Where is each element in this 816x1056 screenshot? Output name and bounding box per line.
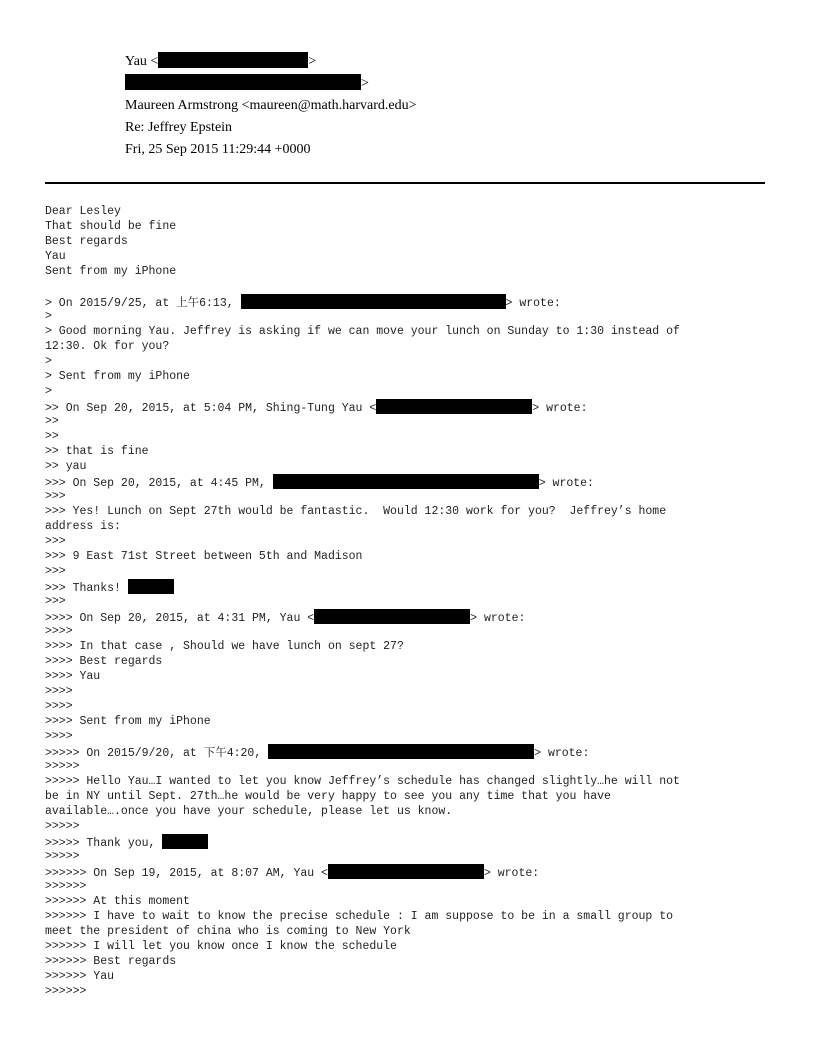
quote-line: >>>>>> Yau xyxy=(45,970,115,983)
quote-line: >>>>>> I have to wait to know the precise schedule : I am suppose to be in a small group to xyxy=(45,910,674,923)
quote-line: >>>> xyxy=(45,700,73,713)
quote-line: >>>> Sent from my iPhone xyxy=(45,715,211,728)
quote-line: >>>>> xyxy=(45,760,80,773)
body-line: That should be fine xyxy=(45,220,177,233)
quote-line: >>> Yes! Lunch on Sept 27th would be fantastic. Would 12:30 work for you? Jeffrey’s home xyxy=(45,505,667,518)
quote-line: >>> xyxy=(45,535,66,548)
quote-line: be in NY until Sept. 27th…he would be very happy to see you any time that you have xyxy=(45,790,611,803)
body-line: Yau xyxy=(45,250,66,263)
quote-line: > xyxy=(45,355,52,368)
quote-line: address is: xyxy=(45,520,121,533)
body-line: Sent from my iPhone xyxy=(45,265,177,278)
redaction-bar xyxy=(273,474,539,489)
blank-line xyxy=(45,279,775,294)
quote-line: >>>>>> On Sep 19, 2015, at 8:07 AM, Yau < > wrote: xyxy=(45,864,775,879)
quote-line: >> yau xyxy=(45,460,87,473)
body-line: Dear Lesley xyxy=(45,205,121,218)
quote-line: >>> xyxy=(45,490,66,503)
quote-line: >>> xyxy=(45,595,66,608)
quote-line: >> On Sep 20, 2015, at 5:04 PM, Shing-Tung Yau < > wrote: xyxy=(45,399,775,414)
quote-line: >>>> xyxy=(45,730,73,743)
quote-line: >> xyxy=(45,430,59,443)
email-body xyxy=(45,204,775,999)
to-value: > xyxy=(125,74,369,94)
quote-line: >>>>>> Best regards xyxy=(45,955,177,968)
redaction-bar xyxy=(241,294,506,309)
quote-line: >>>> In that case , Should we have lunch on sept 27? xyxy=(45,640,404,653)
quote-line: >>>> On Sep 20, 2015, at 4:31 PM, Yau < > wrote: xyxy=(45,609,775,624)
redaction-bar xyxy=(128,579,174,594)
body-line: Best regards xyxy=(45,235,128,248)
quote-line: >>>>>> xyxy=(45,880,87,893)
quote-line: >>> xyxy=(45,565,66,578)
quote-line: >>> 9 East 71st Street between 5th and Madison xyxy=(45,550,363,563)
quote-line: >>>>>> xyxy=(45,985,87,998)
quote-line: >>>>>> I will let you know once I know the schedule xyxy=(45,940,397,953)
quote-line: >>>>> xyxy=(45,820,80,833)
quote-line: >>>> Best regards xyxy=(45,655,163,668)
redaction-bar xyxy=(376,399,532,414)
quote-line: > xyxy=(45,310,52,323)
quote-line: meet the president of china who is coming to New York xyxy=(45,925,411,938)
redaction-bar xyxy=(328,864,484,879)
quote-line: > On 2015/9/25, at 上午6:13, > wrote: xyxy=(45,294,775,309)
quote-line: >> xyxy=(45,415,59,428)
redaction-bar xyxy=(162,834,208,849)
redaction-bar xyxy=(125,74,361,90)
quote-line: > xyxy=(45,385,52,398)
cc-value: Maureen Armstrong <maureen@math.harvard.edu> xyxy=(125,98,417,113)
quote-line: >>> Thanks! xyxy=(45,579,775,594)
quote-line: >>> On Sep 20, 2015, at 4:45 PM, > wrote: xyxy=(45,474,775,489)
quote-line: >>>>> Thank you, xyxy=(45,834,775,849)
quote-line: >>>> Yau xyxy=(45,670,101,683)
quote-line: 12:30. Ok for you? xyxy=(45,340,170,353)
quote-line: >> that is fine xyxy=(45,445,149,458)
quote-line: available….once you have your schedule, please let us know. xyxy=(45,805,453,818)
quote-line: >>>>> xyxy=(45,850,80,863)
redaction-bar xyxy=(314,609,470,624)
quote-line: > Sent from my iPhone xyxy=(45,370,190,383)
from-value: Yau < > xyxy=(125,54,317,69)
quote-line: >>>>> Hello Yau…I wanted to let you know Jeffrey’s schedule has changed slightly…he will not xyxy=(45,775,680,788)
redaction-bar xyxy=(158,52,308,68)
quote-line: >>>> xyxy=(45,685,73,698)
redaction-bar xyxy=(268,744,534,759)
subject-value: Re: Jeffrey Epstein xyxy=(125,120,233,135)
header-divider xyxy=(45,182,765,184)
quote-line: >>>>>> At this moment xyxy=(45,895,190,908)
quote-line: >>>>> On 2015/9/20, at 下午4:20, > wrote: xyxy=(45,744,775,759)
quote-line: > Good morning Yau. Jeffrey is asking if we can move your lunch on Sunday to 1:30 instead of xyxy=(45,325,680,338)
date-value: Fri, 25 Sep 2015 11:29:44 +0000 xyxy=(125,142,311,157)
quote-line: >>>> xyxy=(45,625,73,638)
